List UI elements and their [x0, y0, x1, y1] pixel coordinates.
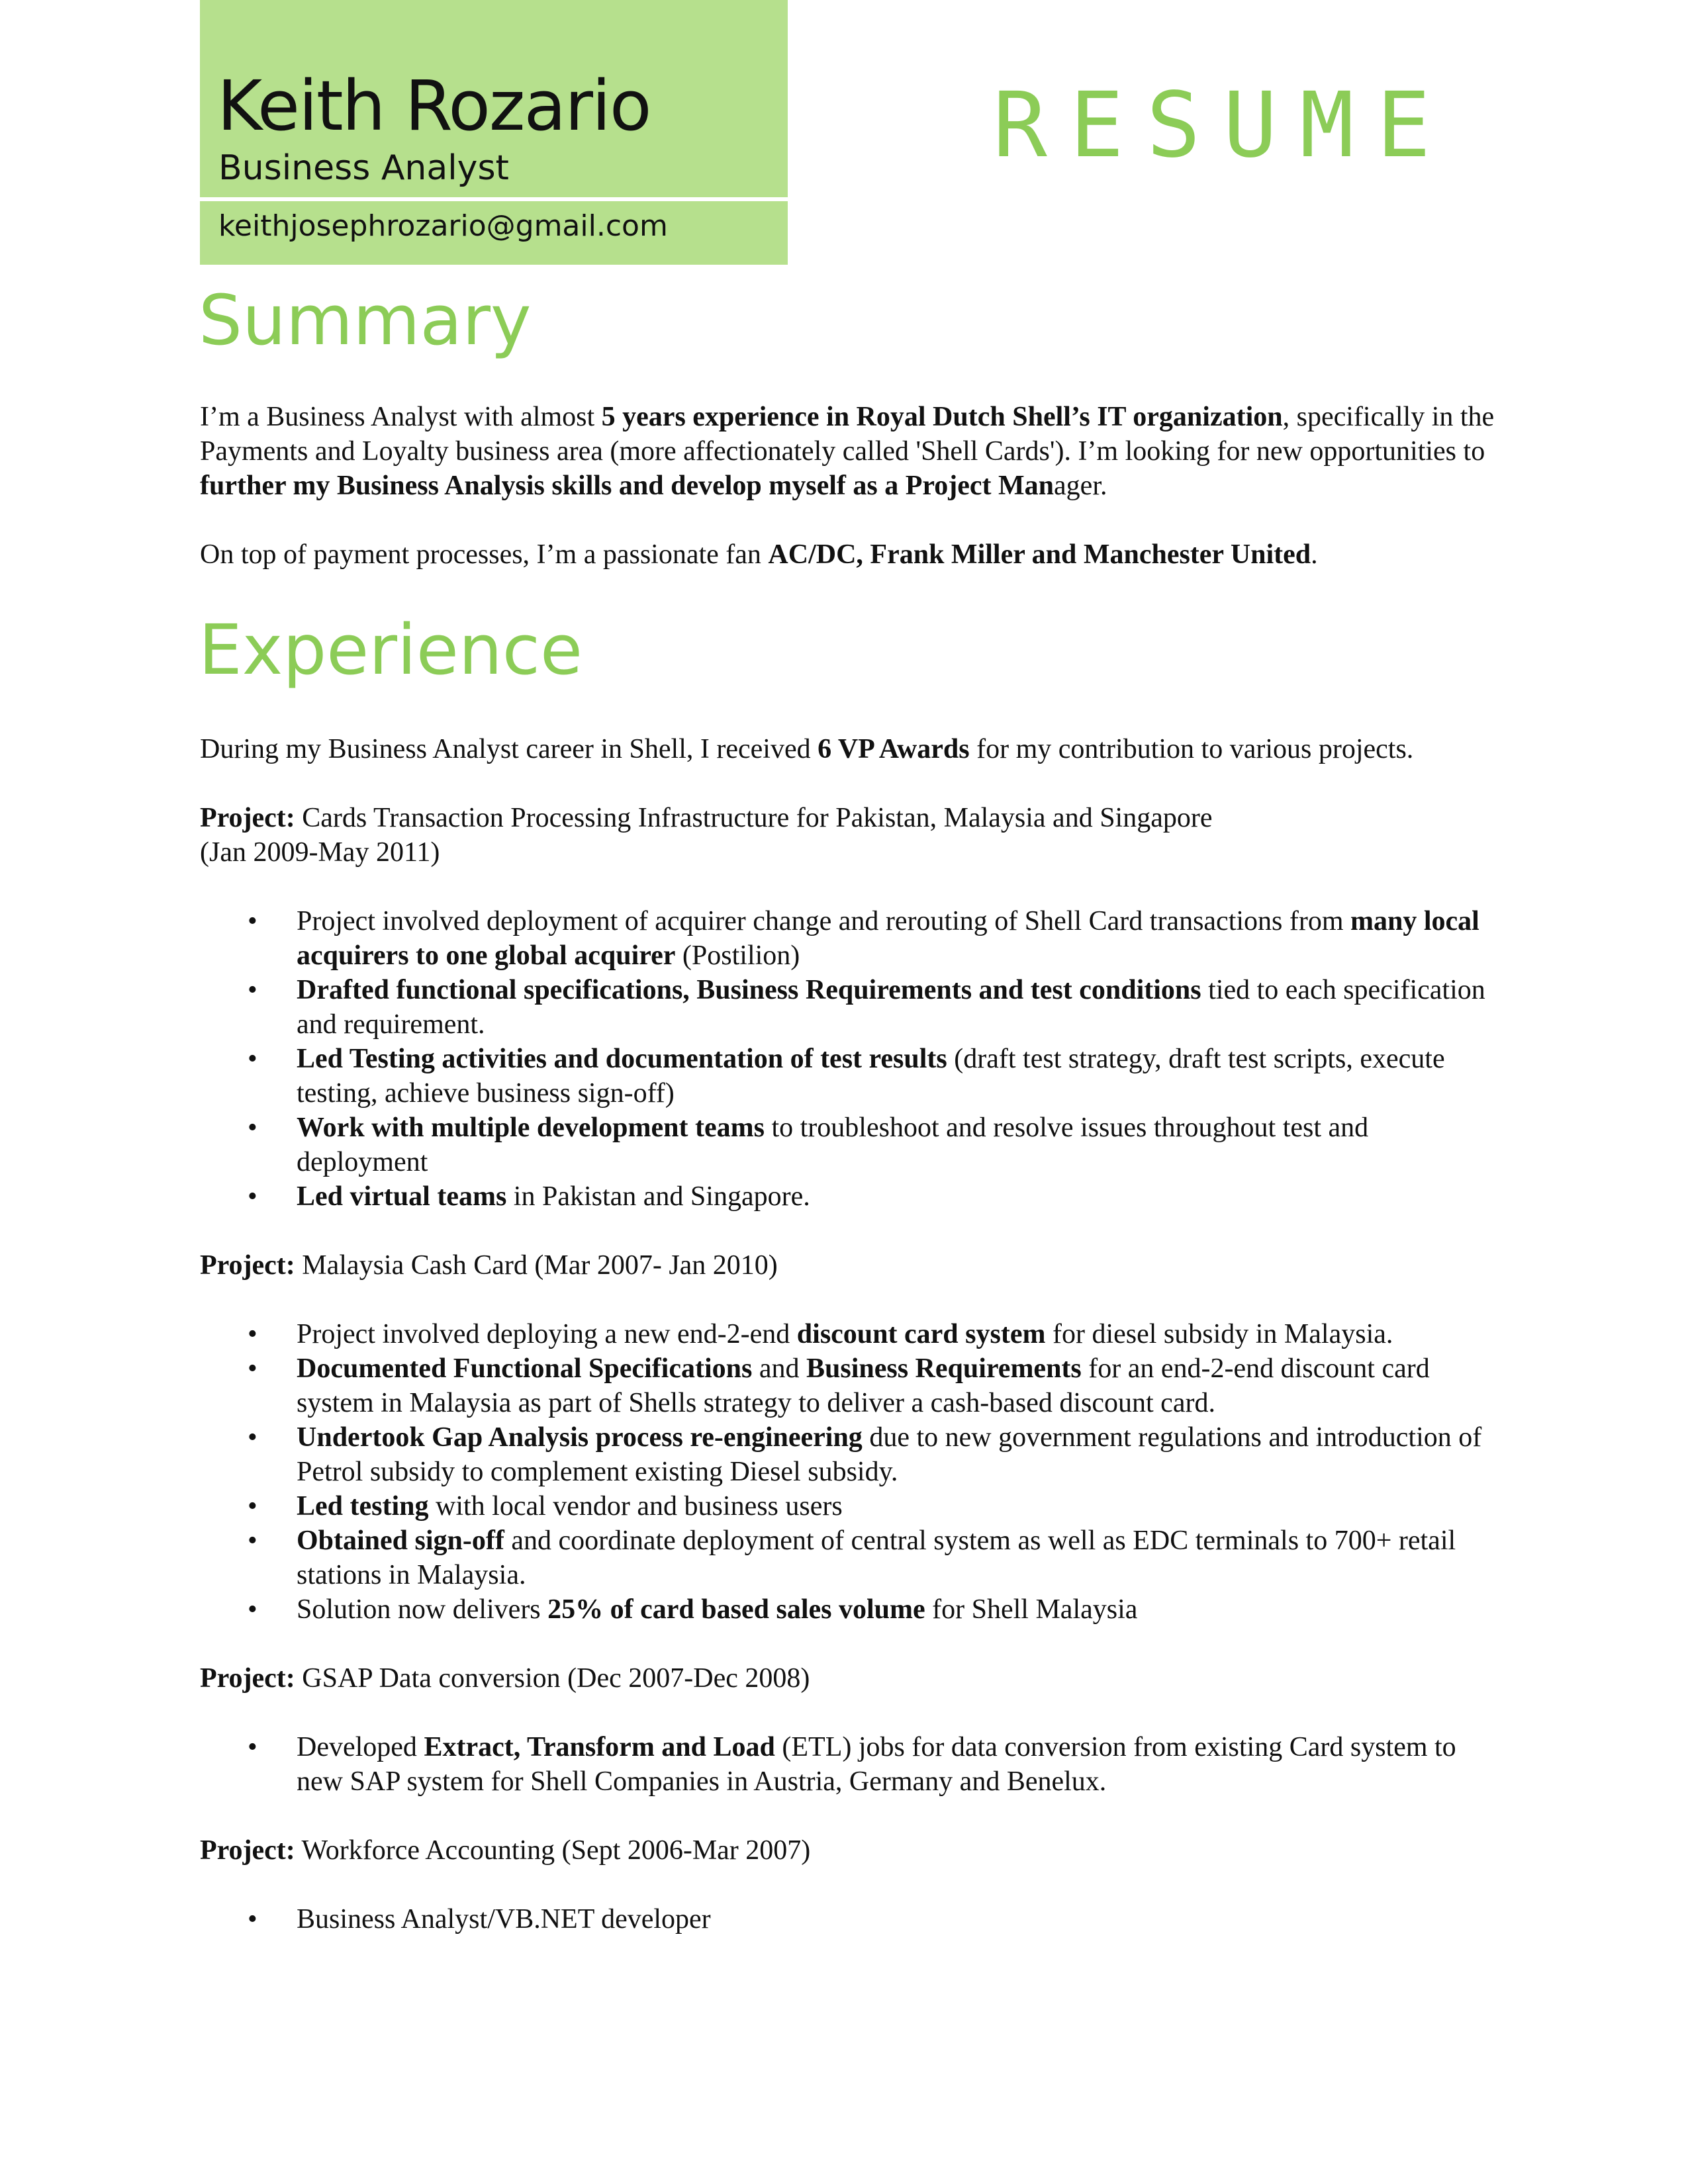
bold-text: Documented Functional Specifications [297, 1353, 753, 1384]
project-name: GSAP Data conversion (Dec 2007-Dec 2008) [295, 1663, 810, 1694]
summary-paragraph-2 [200, 537, 1497, 572]
text-run: Project involved deployment of acquirer change and rerouting of Shell Card transactions from [297, 906, 1351, 936]
bold-text: Led testing [297, 1491, 429, 1522]
experience-title: Experience [199, 610, 583, 690]
list-item [200, 1420, 1497, 1489]
text-run: and [752, 1353, 806, 1384]
project-block [200, 1661, 1497, 1799]
project-label: Project: [200, 803, 295, 833]
bold-text: further my Business Analysis skills and develop myself as a Project Man [200, 471, 1055, 501]
text-run: (draft test strategy, draft test scripts, execute testing, achieve business sign-off) [297, 1044, 1445, 1109]
project-label: Project: [200, 1835, 295, 1866]
project-label: Project: [200, 1663, 295, 1694]
project-list [200, 801, 1497, 1936]
project-heading [200, 1833, 1497, 1868]
project-block [200, 1248, 1497, 1627]
list-item [200, 1592, 1497, 1627]
bold-text: AC/DC, Frank Miller and Manchester United [768, 539, 1311, 570]
summary-body [200, 400, 1497, 572]
bold-text: Drafted functional specifications, Business Requirements and test conditions [297, 975, 1201, 1005]
project-bullets [200, 1902, 1497, 1936]
project-label: Project: [200, 1250, 295, 1281]
text-run: On top of payment processes, I’m a passionate fan [200, 539, 769, 570]
text-run: for my contribution to various projects. [969, 734, 1414, 764]
text-run: and coordinate deployment of central system as well as EDC terminals to 700+ retail stations in Malaysia. [297, 1525, 1456, 1590]
bold-text: Business Requirements [806, 1353, 1082, 1384]
list-item [200, 1524, 1497, 1592]
bold-text: many local acquirers to one global acquirer [297, 906, 1479, 971]
candidate-email: keithjosephrozario@gmail.com [218, 209, 668, 243]
project-heading [200, 801, 1497, 835]
text-run: . [1311, 539, 1318, 570]
list-item [200, 1179, 1497, 1214]
candidate-name: Keith Rozario [217, 66, 651, 146]
bold-text: Extract, Transform and Load [424, 1732, 775, 1762]
bold-text: 6 VP Awards [818, 734, 970, 764]
project-name: Malaysia Cash Card (Mar 2007- Jan 2010) [295, 1250, 778, 1281]
bold-text: discount card system [796, 1319, 1046, 1349]
summary-title: Summary [199, 280, 532, 361]
list-item [200, 973, 1497, 1042]
list-item [200, 1730, 1497, 1799]
summary-paragraph-1 [200, 400, 1497, 503]
text-run: I’m a Business Analyst with almost [200, 402, 602, 432]
bold-text: 25% of card based sales volume [547, 1594, 925, 1625]
text-run: in Pakistan and Singapore. [506, 1181, 810, 1212]
header-divider [200, 197, 788, 201]
text-run: tied to each specification and requirement. [297, 975, 1485, 1040]
project-name: Cards Transaction Processing Infrastructure for Pakistan, Malaysia and Singapore [295, 803, 1213, 833]
text-run: to troubleshoot and resolve issues throughout test and deployment [297, 1113, 1369, 1177]
text-run: Business Analyst/VB.NET developer [297, 1904, 711, 1934]
experience-intro [200, 732, 1497, 766]
project-period: (Jan 2009-May 2011) [200, 837, 440, 868]
text-run: for Shell Malaysia [925, 1594, 1138, 1625]
bold-text: Undertook Gap Analysis process re-engineering [297, 1422, 863, 1453]
header-box [200, 0, 788, 265]
candidate-role: Business Analyst [218, 148, 509, 188]
text-run: Solution now delivers [297, 1594, 548, 1625]
text-run: with local vendor and business users [428, 1491, 843, 1522]
project-bullets [200, 1317, 1497, 1627]
text-run: for an end-2-end discount card system in Malaysia as part of Shells strategy to deliver a cash-based discount card. [297, 1353, 1430, 1418]
list-item [200, 1351, 1497, 1420]
list-item [200, 1042, 1497, 1111]
project-heading [200, 1248, 1497, 1283]
bold-text: Led Testing activities and documentation of test results [297, 1044, 947, 1074]
project-bullets [200, 904, 1497, 1214]
text-run: (Postilion) [675, 940, 800, 971]
text-run: for diesel subsidy in Malaysia. [1045, 1319, 1393, 1349]
bold-text: Work with multiple development teams [297, 1113, 765, 1143]
list-item [200, 904, 1497, 973]
text-run: ager. [1054, 471, 1107, 501]
text-run: Project involved deploying a new end-2-end [297, 1319, 797, 1349]
text-run: During my Business Analyst career in Shell, I received [200, 734, 818, 764]
text-run: Developed [297, 1732, 424, 1762]
text-run: (ETL) jobs for data conversion from existing Card system to new SAP system for Shell Companies in Austria, Germany and Benelux. [297, 1732, 1456, 1797]
text-run: due to new government regulations and introduction of Petrol subsidy to complement existing Diesel subsidy. [297, 1422, 1482, 1487]
list-item [200, 1902, 1497, 1936]
project-heading [200, 1661, 1497, 1696]
project-block [200, 1833, 1497, 1936]
bold-text: Led virtual teams [297, 1181, 507, 1212]
project-block [200, 801, 1497, 1214]
project-name: Workforce Accounting (Sept 2006-Mar 2007) [295, 1835, 811, 1866]
list-item [200, 1317, 1497, 1351]
bold-text: 5 years experience in Royal Dutch Shell’s IT organization [601, 402, 1283, 432]
experience-body [200, 732, 1497, 1936]
project-bullets [200, 1730, 1497, 1799]
text-run: , specifically in the Payments and Loyalty business area (more affectionately called 'Shell Cards'). I’m looking for new opportunities to [200, 402, 1495, 467]
resume-heading: RESUME [993, 73, 1454, 178]
list-item [200, 1489, 1497, 1524]
bold-text: Obtained sign-off [297, 1525, 504, 1556]
list-item [200, 1111, 1497, 1179]
